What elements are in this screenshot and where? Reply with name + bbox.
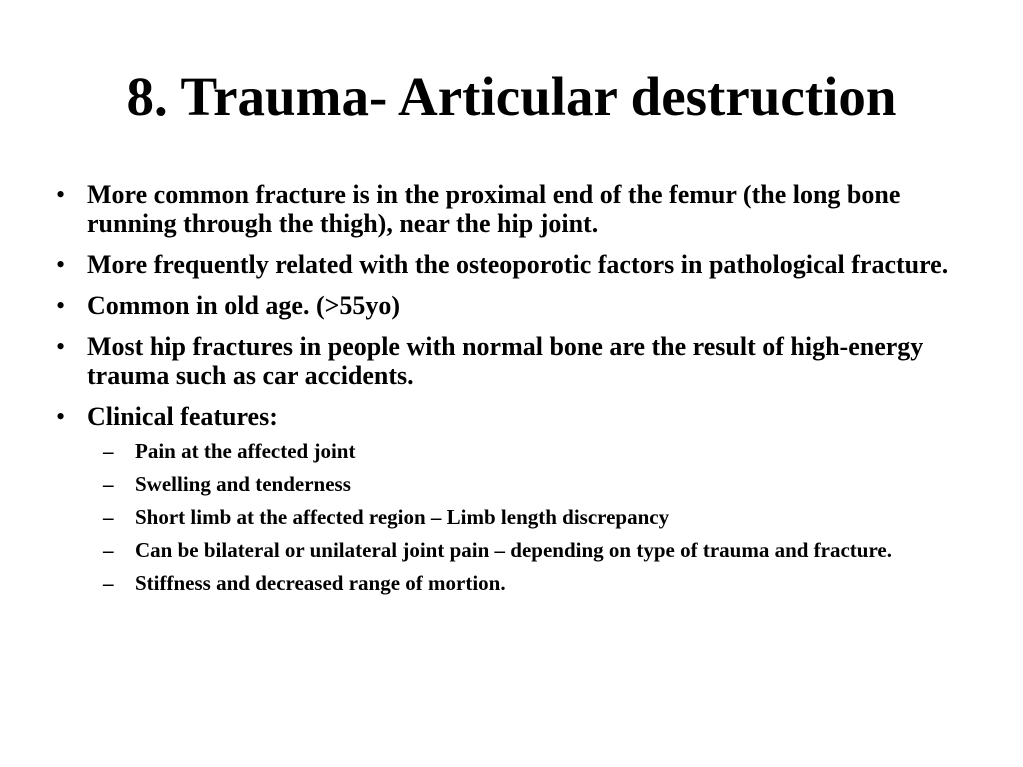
sub-bullet-marker: – [103, 538, 114, 562]
sub-bullet-marker: – [103, 439, 114, 463]
bullet-item [56, 180, 956, 238]
sub-bullet-list [87, 439, 956, 595]
bullet-marker: • [56, 250, 66, 279]
bullet-text: More common fracture is in the proximal end of the femur (the long bone running through the thigh), near the hip joint. [87, 180, 901, 238]
sub-bullet-text: Can be bilateral or unilateral joint pain – depending on type of trauma and fracture. [135, 538, 892, 562]
bullet-item [56, 402, 956, 595]
bullet-text: More frequently related with the osteoporotic factors in pathological fracture. [87, 250, 949, 279]
sub-bullet-marker: – [103, 571, 114, 595]
sub-bullet-item [95, 505, 956, 529]
sub-bullet-item [95, 538, 956, 562]
bullet-item [56, 332, 956, 390]
bullet-marker: • [56, 291, 66, 320]
bullet-marker: • [56, 180, 66, 209]
bullet-list [56, 180, 956, 607]
bullet-item [56, 291, 956, 320]
sub-bullet-text: Pain at the affected joint [135, 439, 356, 463]
bullet-text: Common in old age. (>55yo) [87, 291, 401, 320]
bullet-item [56, 250, 956, 279]
sub-bullet-text: Short limb at the affected region – Limb length discrepancy [135, 505, 670, 529]
bullet-text: Most hip fractures in people with normal bone are the result of high-energy trauma such as car accidents. [87, 332, 924, 390]
bullet-marker: • [56, 332, 66, 361]
sub-bullet-item [95, 571, 956, 595]
sub-bullet-item [95, 472, 956, 496]
sub-bullet-item [95, 439, 956, 463]
sub-bullet-text: Stiffness and decreased range of mortion. [135, 571, 506, 595]
bullet-marker: • [56, 402, 66, 431]
sub-bullet-marker: – [103, 472, 114, 496]
slide-title: 8. Trauma- Articular destruction [126, 66, 897, 127]
bullet-text: Clinical features: [87, 402, 278, 431]
sub-bullet-marker: – [103, 505, 114, 529]
sub-bullet-text: Swelling and tenderness [135, 472, 351, 496]
